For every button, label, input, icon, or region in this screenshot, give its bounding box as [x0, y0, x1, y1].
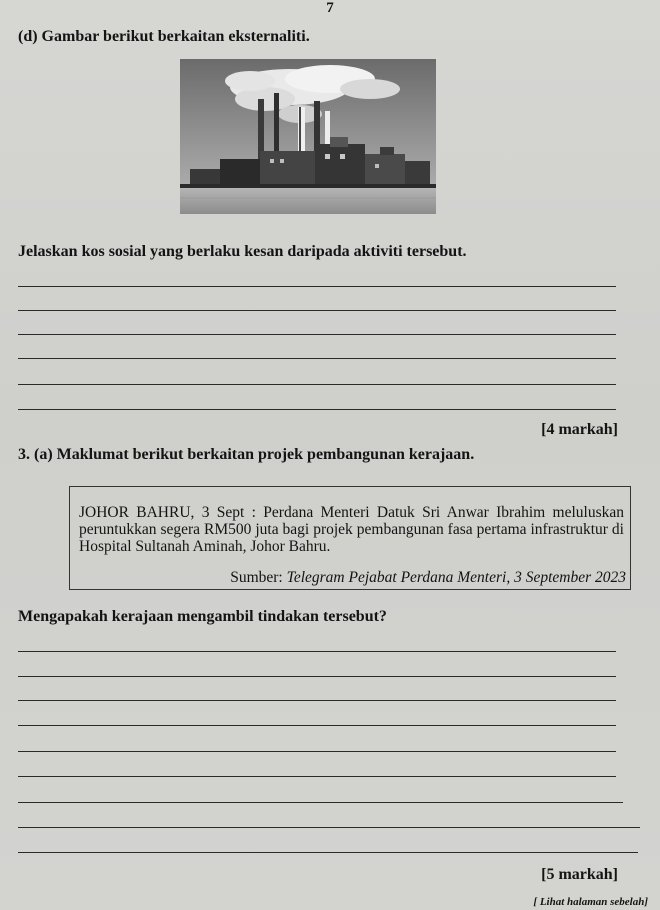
question-3a-marks: [5 markah] [541, 866, 618, 883]
news-excerpt-text: JOHOR BAHRU, 3 Sept : Perdana Menteri Datuk Sri Anwar Ibrahim meluluskan peruntukkan segera RM500 juta bagi projek pembangunan fasa pertama infrastruktur di Hospital Sultanah Aminah, Johor Bahru. [79, 504, 624, 555]
question-d-heading: (d) Gambar berikut berkaitan eksternaliti. [18, 28, 310, 45]
next-page-note: [ Lihat halaman sebelah] [533, 896, 648, 908]
answer-line[interactable] [18, 651, 616, 652]
news-source-label: Sumber: [230, 569, 283, 586]
news-source-title: Telegram Pejabat Perdana Menteri, 3 September 2023 [286, 569, 626, 586]
answer-line[interactable] [18, 384, 616, 385]
factory-smokestacks-photo [180, 59, 436, 214]
answer-line[interactable] [18, 286, 616, 287]
answer-line[interactable] [18, 334, 616, 335]
answer-line[interactable] [18, 676, 616, 677]
answer-line[interactable] [18, 751, 616, 752]
answer-line[interactable] [18, 358, 616, 359]
answer-line[interactable] [18, 827, 640, 828]
answer-line[interactable] [18, 409, 616, 410]
answer-line[interactable] [18, 852, 638, 853]
news-source [230, 569, 626, 587]
answer-line[interactable] [18, 310, 616, 311]
news-excerpt-box [69, 486, 631, 590]
answer-line[interactable] [18, 776, 616, 777]
answer-line[interactable] [18, 802, 623, 803]
answer-line[interactable] [18, 725, 616, 726]
question-d-marks: [4 markah] [541, 421, 618, 438]
question-d-prompt: Jelaskan kos sosial yang berlaku kesan daripada aktiviti tersebut. [18, 243, 467, 260]
answer-line[interactable] [18, 700, 616, 701]
factory-photo-drawing [180, 59, 436, 214]
question-3a-prompt: Mengapakah kerajaan mengambil tindakan tersebut? [18, 608, 387, 625]
question-3a-heading: 3. (a) Maklumat berikut berkaitan projek pembangunan kerajaan. [18, 446, 475, 463]
page-number: 7 [326, 0, 334, 16]
